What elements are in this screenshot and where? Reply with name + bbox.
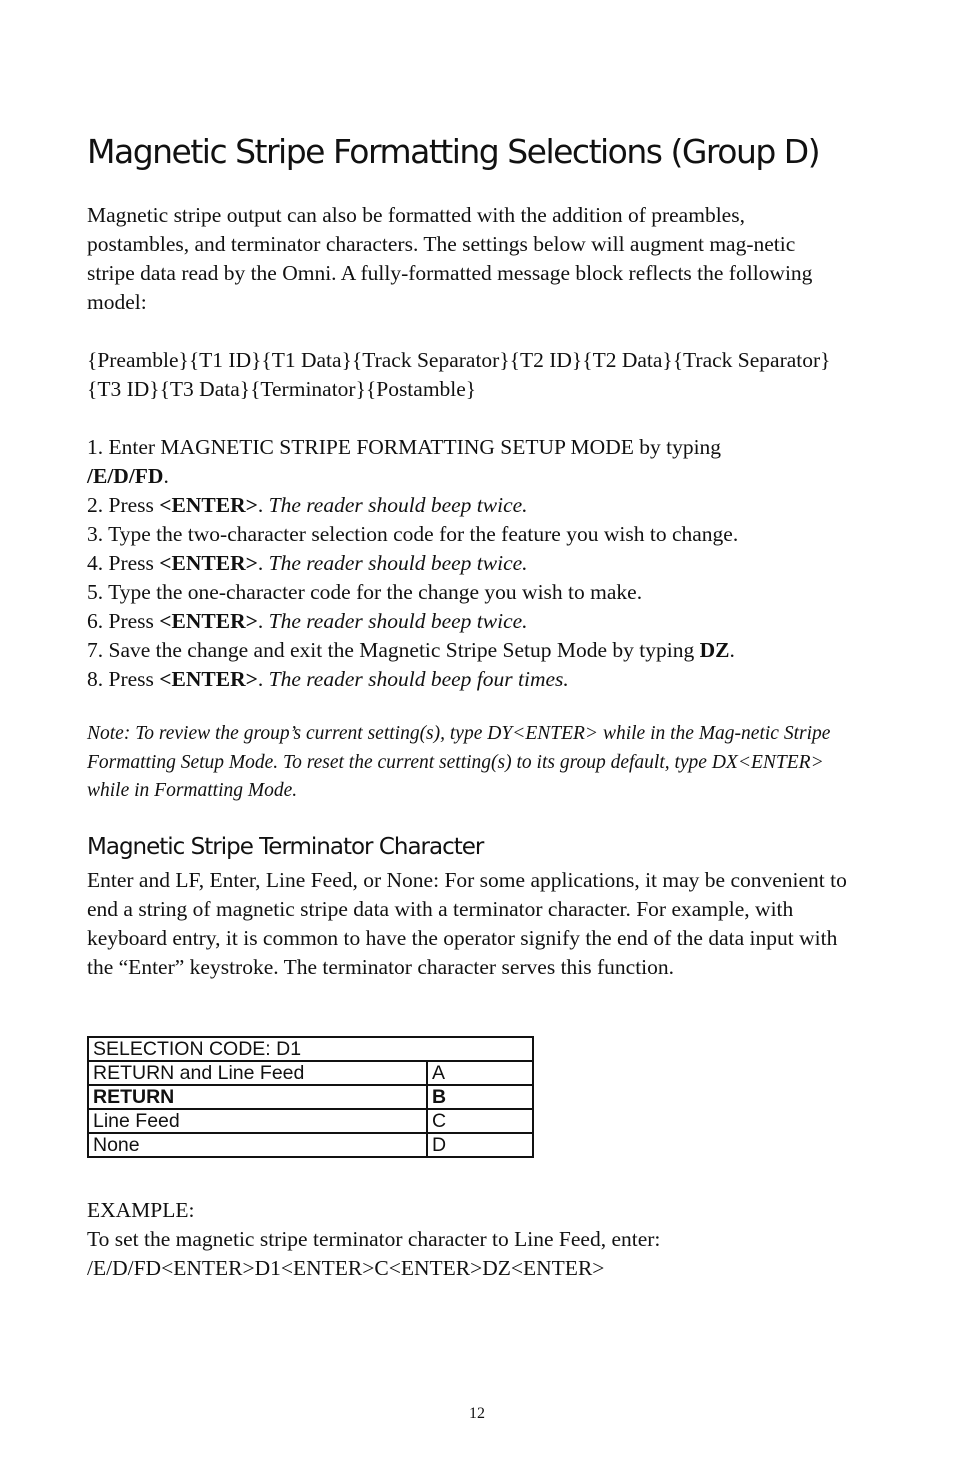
step-8: 8. Press <ENTER>. The reader should beep four times.: [87, 667, 569, 691]
example-heading: EXAMPLE:: [87, 1198, 195, 1222]
beep-note: The reader should beep four times.: [268, 667, 569, 691]
review-reset-note: Note: To review the group’s current setting(s), type DY<ENTER> while in the Mag-netic Stripe Formatting Setup Mode. To reset the current setting(s) to its group default, type DX<ENTER> while in Formatting Mode.: [87, 723, 831, 801]
enter-key: <ENTER>: [159, 493, 258, 517]
page-title: Magnetic Stripe Formatting Selections (Group D): [87, 132, 820, 171]
enter-key: <ENTER>: [159, 551, 258, 575]
step-6: 6. Press <ENTER>. The reader should beep twice.: [87, 609, 528, 633]
beep-note: The reader should beep twice.: [268, 493, 528, 517]
beep-note: The reader should beep twice.: [268, 609, 528, 633]
save-exit-code: DZ: [699, 638, 730, 662]
step-3: 3. Type the two-character selection code for the feature you wish to change.: [87, 522, 739, 546]
section-heading: Magnetic Stripe Terminator Character: [87, 834, 484, 860]
option-code: A: [427, 1061, 533, 1085]
message-block-model: {Preamble}{T1 ID}{T1 Data}{Track Separator}{T2 ID}{T2 Data}{Track Separator}{T3 ID}{T3 Data}{Terminator}{Postamble}: [87, 348, 831, 401]
intro-paragraph: Magnetic stripe output can also be formatted with the addition of preambles, postambles, and terminator characters. The settings below will augment mag-netic stripe data read by the Omni. A fully-formatted message block reflects the following model:: [87, 203, 813, 314]
selection-code-header: SELECTION CODE: D1: [88, 1037, 533, 1061]
enter-key: <ENTER>: [159, 667, 258, 691]
enter-key: <ENTER>: [159, 609, 258, 633]
step-4: 4. Press <ENTER>. The reader should beep twice.: [87, 551, 528, 575]
step-5: 5. Type the one-character code for the change you wish to make.: [87, 580, 643, 604]
table-row-default: [88, 1085, 533, 1109]
setup-mode-code: /E/D/FD: [87, 464, 164, 488]
option-label: RETURN and Line Feed: [88, 1061, 427, 1085]
setup-steps-list: [87, 433, 847, 694]
step-1-code-line: /E/D/FD.: [87, 464, 169, 488]
step-7: 7. Save the change and exit the Magnetic Stripe Setup Mode by typing DZ.: [87, 638, 735, 662]
beep-note: The reader should beep twice.: [268, 551, 528, 575]
table-row: [88, 1061, 533, 1085]
table-row: [88, 1109, 533, 1133]
example-text: To set the magnetic stripe terminator character to Line Feed, enter:: [87, 1227, 661, 1251]
table-row: [88, 1133, 533, 1157]
terminator-description: Enter and LF, Enter, Line Feed, or None: For some applications, it may be convenient to end a string of magnetic stripe data with a terminator character. For example, with keyboard entry, it is common to have the operator signify the end of the data input with the “Enter” keystroke. The terminator character serves this function.: [87, 868, 847, 979]
option-label: None: [88, 1133, 427, 1157]
example-section: [87, 1196, 847, 1283]
option-code: D: [427, 1133, 533, 1157]
option-label: RETURN: [88, 1085, 427, 1109]
option-code: C: [427, 1109, 533, 1133]
table-header-row: [88, 1037, 533, 1061]
page-number: 12: [469, 1405, 485, 1422]
step-1: 1. Enter MAGNETIC STRIPE FORMATTING SETUP MODE by typing: [87, 435, 722, 459]
option-code: B: [427, 1085, 533, 1109]
selection-code-table: [87, 1036, 534, 1158]
example-command: /E/D/FD<ENTER>D1<ENTER>C<ENTER>DZ<ENTER>: [87, 1256, 605, 1280]
step-2: 2. Press <ENTER>. The reader should beep twice.: [87, 493, 528, 517]
option-label: Line Feed: [88, 1109, 427, 1133]
